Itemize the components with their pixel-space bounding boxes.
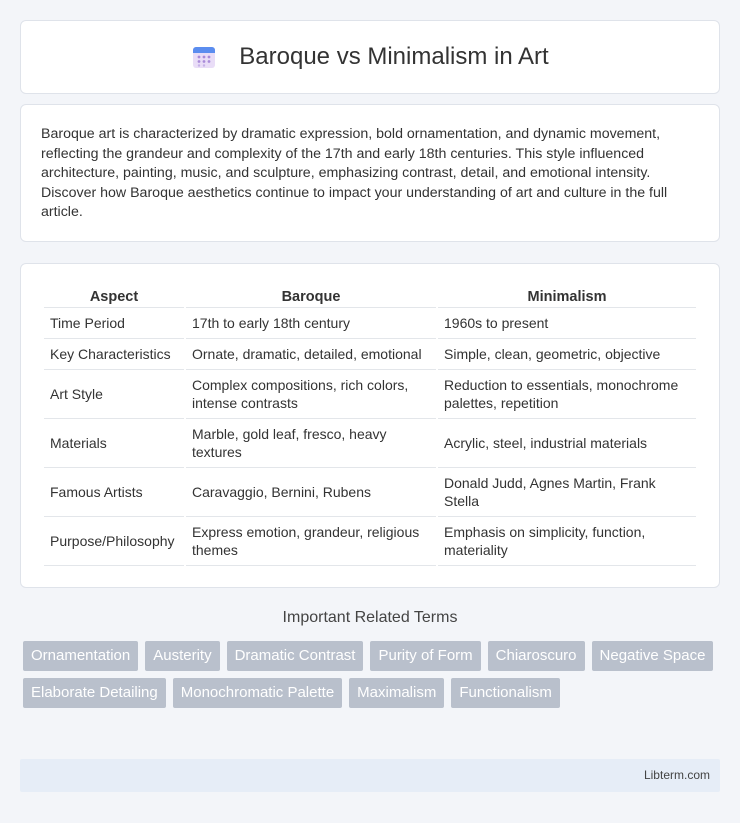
cell-aspect: Purpose/Philosophy — [44, 517, 184, 566]
tag-dramatic-contrast[interactable]: Dramatic Contrast — [227, 641, 364, 671]
comparison-table-card — [20, 263, 720, 588]
cell-minimalism: Emphasis on simplicity, function, materiality — [438, 517, 696, 566]
cell-aspect: Key Characteristics — [44, 339, 184, 370]
cell-minimalism: Reduction to essentials, monochrome palettes, repetition — [438, 370, 696, 419]
cell-aspect: Art Style — [44, 370, 184, 419]
header-baroque: Baroque — [186, 284, 436, 308]
cell-minimalism: Donald Judd, Agnes Martin, Frank Stella — [438, 468, 696, 517]
cell-baroque: Complex compositions, rich colors, intense contrasts — [186, 370, 436, 419]
cell-baroque: Marble, gold leaf, fresco, heavy textures — [186, 419, 436, 468]
cell-aspect: Time Period — [44, 308, 184, 339]
related-terms-title: Important Related Terms — [282, 609, 458, 626]
tag-chiaroscuro[interactable]: Chiaroscuro — [488, 641, 585, 671]
tag-negative-space[interactable]: Negative Space — [592, 641, 714, 671]
cell-minimalism: 1960s to present — [438, 308, 696, 339]
cell-aspect: Materials — [44, 419, 184, 468]
table-row — [44, 468, 696, 517]
calendar-icon — [191, 44, 217, 70]
tag-monochromatic-palette[interactable]: Monochromatic Palette — [173, 678, 342, 708]
cell-aspect: Famous Artists — [44, 468, 184, 517]
comparison-table — [42, 284, 698, 566]
intro-card — [20, 104, 720, 242]
tag-ornamentation[interactable]: Ornamentation — [23, 641, 138, 671]
cell-baroque: Caravaggio, Bernini, Rubens — [186, 468, 436, 517]
cell-minimalism: Simple, clean, geometric, objective — [438, 339, 696, 370]
table-row — [44, 339, 696, 370]
cell-baroque: 17th to early 18th century — [186, 308, 436, 339]
header-aspect: Aspect — [44, 284, 184, 308]
footer — [20, 759, 720, 792]
title-card — [20, 20, 720, 94]
related-terms-list — [23, 641, 723, 715]
table-row — [44, 419, 696, 468]
tag-maximalism[interactable]: Maximalism — [349, 678, 444, 708]
tag-elaborate-detailing[interactable]: Elaborate Detailing — [23, 678, 166, 708]
tag-purity-of-form[interactable]: Purity of Form — [370, 641, 480, 671]
tag-austerity[interactable]: Austerity — [145, 641, 219, 671]
cell-minimalism: Acrylic, steel, industrial materials — [438, 419, 696, 468]
tag-functionalism[interactable]: Functionalism — [451, 678, 560, 708]
footer-brand-link[interactable]: Libterm.com — [643, 768, 710, 782]
table-row — [44, 517, 696, 566]
cell-baroque: Ornate, dramatic, detailed, emotional — [186, 339, 436, 370]
cell-baroque: Express emotion, grandeur, religious themes — [186, 517, 436, 566]
page-title: Baroque vs Minimalism in Art — [239, 43, 549, 70]
table-row — [44, 370, 696, 419]
table-header-row — [44, 284, 696, 308]
intro-paragraph: Baroque art is characterized by dramatic expression, bold ornamentation, and dynamic movement, reflecting the grandeur and complexity of the 17th and early 18th centuries. This style influenced architecture, painting, music, and sculpture, emphasizing contrast, detail, and emotional intensity. Discover how Baroque aesthetics continue to impact your understanding of art and culture in the full article. — [41, 126, 668, 221]
table-row — [44, 308, 696, 339]
header-minimalism: Minimalism — [438, 284, 696, 308]
